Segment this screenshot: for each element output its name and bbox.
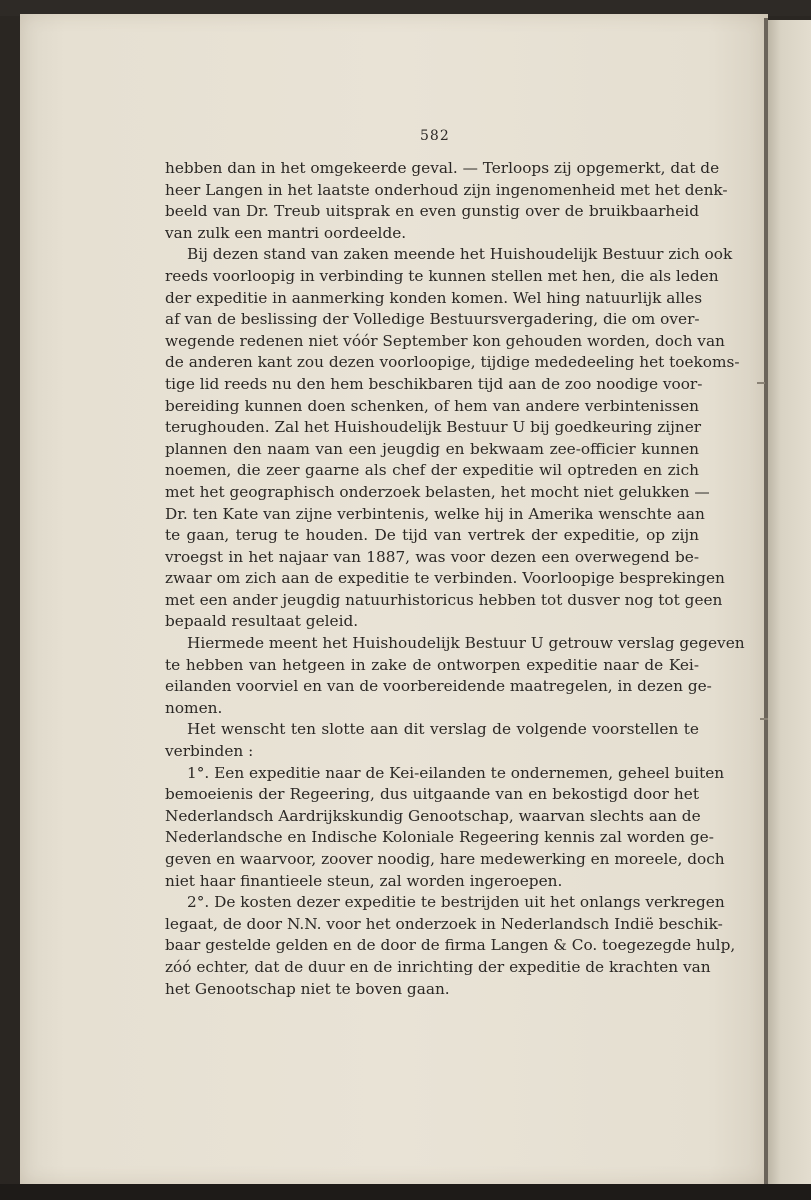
text-line: met het geographisch onderzoek belasten, het mocht niet gelukken —: [165, 482, 710, 501]
text-line: Nederlandsch Aardrijkskundig Genootschap, waarvan slechts aan de: [165, 806, 701, 825]
text-line: Het wenscht ten slotte aan dit verslag de volgende voorstellen te: [187, 720, 699, 739]
margin-mark: [757, 382, 765, 384]
scan-bottom-edge: [0, 1184, 811, 1200]
text-line: heer Langen in het laatste onderhoud zijn ingenomenheid met het denk-: [165, 180, 728, 199]
text-line: baar gestelde gelden en de door de firma Langen & Co. toegezegde hulp,: [165, 936, 736, 955]
page-number: 582: [420, 128, 450, 144]
text-line: hebben dan in het omgekeerde geval. — Terloops zij opgemerkt, dat de: [165, 159, 720, 177]
text-line: bemoeienis der Regeering, dus uitgaande van en bekostigd door het: [165, 785, 699, 804]
text-line: verbinden :: [165, 742, 254, 761]
text-line: Hiermede meent het Huishoudelijk Bestuur U getrouw verslag gegeven: [187, 634, 745, 653]
text-line: met een ander jeugdig natuurhistoricus hebben tot dusver nog tot geen: [165, 590, 723, 609]
text-line: vroegst in het najaar van 1887, was voor dezen een overwegend be-: [165, 547, 699, 566]
text-line: de anderen kant zou dezen voorloopige, tijdige mededeeling het toekoms-: [165, 353, 740, 372]
text-line: legaat, de door N.N. voor het onderzoek in Nederlandsch Indië beschik-: [165, 914, 723, 933]
text-line: 1°. Een expeditie naar de Kei-eilanden te ondernemen, geheel buiten: [187, 763, 725, 782]
text-line: eilanden voorviel en van de voorbereidende maatregelen, in dezen ge-: [165, 677, 712, 696]
text-line: Nederlandsche en Indische Koloniale Regeering kennis zal worden ge-: [165, 828, 714, 847]
text-line: wegende redenen niet vóór September kon gehouden worden, doch van: [165, 331, 725, 350]
text-line: tige lid reeds nu den hem beschikbaren tijd aan de zoo noodige voor-: [165, 374, 703, 393]
text-line: het Genootschap niet te boven gaan.: [165, 979, 450, 998]
text-line: 2°. De kosten dezer expeditie te bestrijden uit het onlangs verkregen: [187, 893, 725, 912]
text-line: geven en waarvoor, zoover noodig, hare medewerking en moreele, doch: [165, 850, 725, 868]
text-line: te gaan, terug te houden. De tijd van vertrek der expeditie, op zijn: [165, 526, 699, 545]
text-line: bepaald resultaat geleid.: [165, 612, 359, 631]
margin-mark: [760, 718, 768, 720]
text-line: reeds voorloopig in verbinding te kunnen stellen met hen, die als leden: [165, 266, 719, 285]
text-line: beeld van Dr. Treub uitsprak en even gunstig over de bruikbaarheid: [165, 202, 699, 221]
text-line: niet haar finantieele steun, zal worden ingeroepen.: [165, 871, 563, 890]
text-line: bereiding kunnen doen schenken, of hem van andere verbintenissen: [165, 396, 699, 415]
text-line: Dr. ten Kate van zijne verbintenis, welke hij in Amerika wenschte aan: [165, 504, 705, 523]
text-line: der expeditie in aanmerking konden komen. Wel hing natuurlijk alles: [165, 288, 703, 307]
text-line: af van de beslissing der Volledige Bestuursvergadering, die om over-: [165, 310, 700, 329]
text-line: nomen.: [165, 698, 223, 717]
text-line: te hebben van hetgeen in zake de ontworpen expeditie naar de Kei-: [165, 655, 699, 674]
text-line: terughouden. Zal het Huishoudelijk Bestuur U bij goedkeuring zijner: [165, 418, 702, 437]
text-line: noemen, die zeer gaarne als chef der expeditie wil optreden en zich: [165, 461, 699, 480]
adjacent-page-edge: [768, 20, 811, 1186]
text-line: zóó echter, dat de duur en de inrichting der expeditie de krachten van: [165, 957, 711, 976]
text-line: van zulk een mantri oordeelde.: [165, 223, 407, 242]
text-line: Bij dezen stand van zaken meende het Huishoudelijk Bestuur zich ook: [187, 245, 733, 264]
text-line: plannen den naam van een jeugdig en bekwaam zee-officier kunnen: [165, 439, 699, 458]
body-text: [165, 158, 745, 1000]
page-gutter: [764, 18, 768, 1186]
text-line: zwaar om zich aan de expeditie te verbinden. Voorloopige besprekingen: [165, 569, 725, 588]
